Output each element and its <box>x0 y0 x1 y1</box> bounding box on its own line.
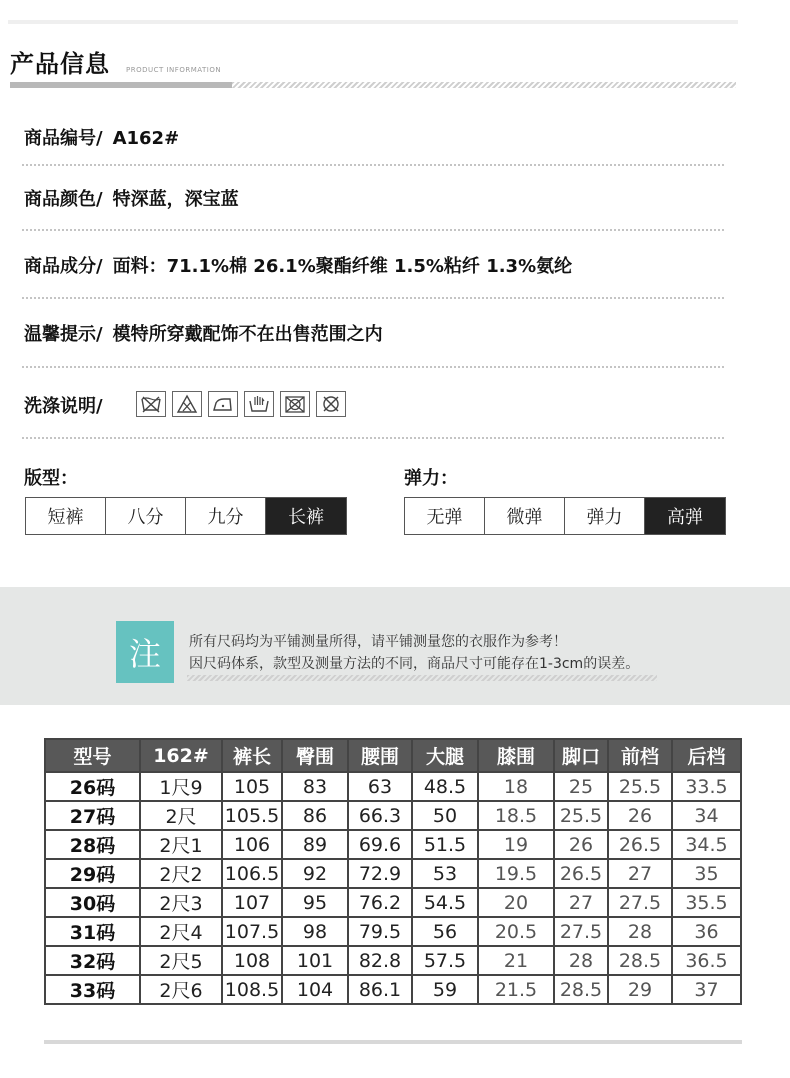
table-cell: 48.5 <box>412 772 478 801</box>
table-cell: 18.5 <box>478 801 554 830</box>
table-cell: 98 <box>282 917 348 946</box>
product-color-row <box>24 185 239 211</box>
wash-label: 洗涤说明/ <box>24 396 103 417</box>
column-header: 大腿 <box>412 739 478 772</box>
elastic-option[interactable]: 无弹 <box>405 498 485 534</box>
fit-option[interactable]: 九分 <box>186 498 266 534</box>
product-material-value: 面料：71.1%棉 26.1%聚酯纤维 1.5%粘纤 1.3%氨纶 <box>112 256 573 277</box>
table-cell: 51.5 <box>412 830 478 859</box>
section-title-bar <box>10 82 232 88</box>
table-cell: 54.5 <box>412 888 478 917</box>
tip-value: 模特所穿戴配饰不在出售范围之内 <box>112 324 383 345</box>
elastic-options <box>404 497 726 535</box>
table-cell: 37 <box>672 975 741 1004</box>
table-cell: 2尺4 <box>140 917 222 946</box>
column-header: 裤长 <box>222 739 282 772</box>
table-cell: 19.5 <box>478 859 554 888</box>
table-cell: 76.2 <box>348 888 412 917</box>
table-cell: 21.5 <box>478 975 554 1004</box>
table-shadow <box>44 1040 742 1044</box>
table-cell: 69.6 <box>348 830 412 859</box>
table-row <box>45 975 741 1004</box>
table-cell: 34.5 <box>672 830 741 859</box>
table-cell: 107 <box>222 888 282 917</box>
table-cell: 2尺5 <box>140 946 222 975</box>
fit-label: 版型： <box>24 468 78 489</box>
size-table <box>44 738 742 1005</box>
section-title-hatch <box>232 82 736 88</box>
dotted-divider <box>22 229 724 231</box>
table-cell: 34 <box>672 801 741 830</box>
table-cell: 101 <box>282 946 348 975</box>
table-cell: 66.3 <box>348 801 412 830</box>
table-cell: 36 <box>672 917 741 946</box>
table-row <box>45 859 741 888</box>
note-hatch <box>187 675 657 681</box>
table-row <box>45 772 741 801</box>
dotted-divider <box>22 164 724 166</box>
table-cell: 27码 <box>45 801 140 830</box>
table-cell: 105 <box>222 772 282 801</box>
table-cell: 2尺2 <box>140 859 222 888</box>
table-cell: 36.5 <box>672 946 741 975</box>
hand-wash-icon <box>244 391 274 417</box>
product-color-label: 商品颜色/ <box>24 189 103 210</box>
no-wash-icon <box>136 391 166 417</box>
table-cell: 26码 <box>45 772 140 801</box>
column-header: 162# <box>140 739 222 772</box>
table-cell: 108 <box>222 946 282 975</box>
table-cell: 28.5 <box>608 946 672 975</box>
table-cell: 63 <box>348 772 412 801</box>
note-badge: 注 <box>116 621 174 683</box>
wash-icons <box>136 391 352 417</box>
elastic-option-selected[interactable]: 高弹 <box>645 498 725 534</box>
table-header-row <box>45 739 741 772</box>
table-cell: 28.5 <box>554 975 608 1004</box>
table-cell: 106 <box>222 830 282 859</box>
dotted-divider <box>22 366 724 368</box>
fit-option[interactable]: 短裤 <box>26 498 106 534</box>
table-cell: 79.5 <box>348 917 412 946</box>
table-cell: 50 <box>412 801 478 830</box>
product-code-value: A162# <box>112 128 180 149</box>
no-tumble-dry-icon <box>280 391 310 417</box>
table-cell: 82.8 <box>348 946 412 975</box>
table-cell: 19 <box>478 830 554 859</box>
top-divider <box>8 20 738 24</box>
table-cell: 2尺3 <box>140 888 222 917</box>
table-cell: 33码 <box>45 975 140 1004</box>
table-cell: 20 <box>478 888 554 917</box>
table-row <box>45 946 741 975</box>
table-cell: 30码 <box>45 888 140 917</box>
table-cell: 35 <box>672 859 741 888</box>
table-cell: 29码 <box>45 859 140 888</box>
table-cell: 28码 <box>45 830 140 859</box>
note-line-1: 所有尺码均为平铺测量所得，请平铺测量您的衣服作为参考！ <box>189 634 567 650</box>
table-cell: 92 <box>282 859 348 888</box>
table-cell: 107.5 <box>222 917 282 946</box>
no-bleach-icon <box>172 391 202 417</box>
table-cell: 27.5 <box>554 917 608 946</box>
table-cell: 95 <box>282 888 348 917</box>
table-cell: 20.5 <box>478 917 554 946</box>
table-cell: 31码 <box>45 917 140 946</box>
section-title: 产品信息 <box>10 50 110 78</box>
table-cell: 2尺 <box>140 801 222 830</box>
table-cell: 27.5 <box>608 888 672 917</box>
table-cell: 1尺9 <box>140 772 222 801</box>
elastic-option[interactable]: 弹力 <box>565 498 645 534</box>
table-cell: 35.5 <box>672 888 741 917</box>
table-cell: 57.5 <box>412 946 478 975</box>
table-row <box>45 801 741 830</box>
elastic-label: 弹力： <box>404 468 458 489</box>
table-cell: 2尺6 <box>140 975 222 1004</box>
column-header: 腰围 <box>348 739 412 772</box>
table-cell: 27 <box>608 859 672 888</box>
section-subtitle: PRODUCT INFORMATION <box>126 66 222 74</box>
fit-option[interactable]: 八分 <box>106 498 186 534</box>
table-cell: 26 <box>608 801 672 830</box>
table-cell: 2尺1 <box>140 830 222 859</box>
iron-icon <box>208 391 238 417</box>
table-cell: 89 <box>282 830 348 859</box>
table-cell: 25 <box>554 772 608 801</box>
table-row <box>45 917 741 946</box>
table-cell: 29 <box>608 975 672 1004</box>
table-row <box>45 888 741 917</box>
table-cell: 59 <box>412 975 478 1004</box>
table-cell: 28 <box>608 917 672 946</box>
table-cell: 26.5 <box>554 859 608 888</box>
wash-row <box>24 392 103 418</box>
note-line-2: 因尺码体系，款型及测量方法的不同，商品尺寸可能存在1-3cm的误差。 <box>189 656 640 672</box>
product-code-label: 商品编号/ <box>24 128 103 149</box>
table-cell: 32码 <box>45 946 140 975</box>
table-cell: 83 <box>282 772 348 801</box>
column-header: 脚口 <box>554 739 608 772</box>
table-cell: 27 <box>554 888 608 917</box>
table-cell: 26.5 <box>608 830 672 859</box>
product-material-row <box>24 252 572 278</box>
elastic-option[interactable]: 微弹 <box>485 498 565 534</box>
table-cell: 86.1 <box>348 975 412 1004</box>
table-cell: 108.5 <box>222 975 282 1004</box>
dotted-divider <box>22 437 724 439</box>
column-header: 型号 <box>45 739 140 772</box>
table-row <box>45 830 741 859</box>
table-cell: 105.5 <box>222 801 282 830</box>
product-material-label: 商品成分/ <box>24 256 103 277</box>
table-cell: 104 <box>282 975 348 1004</box>
tip-label: 温馨提示/ <box>24 324 103 345</box>
product-code-row <box>24 124 179 150</box>
table-cell: 25.5 <box>554 801 608 830</box>
tip-row <box>24 320 383 346</box>
fit-option-selected[interactable]: 长裤 <box>266 498 346 534</box>
table-cell: 106.5 <box>222 859 282 888</box>
table-cell: 33.5 <box>672 772 741 801</box>
no-dry-clean-icon <box>316 391 346 417</box>
table-cell: 21 <box>478 946 554 975</box>
table-cell: 86 <box>282 801 348 830</box>
table-cell: 18 <box>478 772 554 801</box>
table-cell: 56 <box>412 917 478 946</box>
table-cell: 26 <box>554 830 608 859</box>
column-header: 后档 <box>672 739 741 772</box>
product-color-value: 特深蓝，深宝蓝 <box>112 189 239 210</box>
column-header: 膝围 <box>478 739 554 772</box>
dotted-divider <box>22 297 724 299</box>
fit-options <box>25 497 347 535</box>
table-cell: 25.5 <box>608 772 672 801</box>
table-cell: 28 <box>554 946 608 975</box>
table-cell: 53 <box>412 859 478 888</box>
table-cell: 72.9 <box>348 859 412 888</box>
column-header: 前档 <box>608 739 672 772</box>
column-header: 臀围 <box>282 739 348 772</box>
